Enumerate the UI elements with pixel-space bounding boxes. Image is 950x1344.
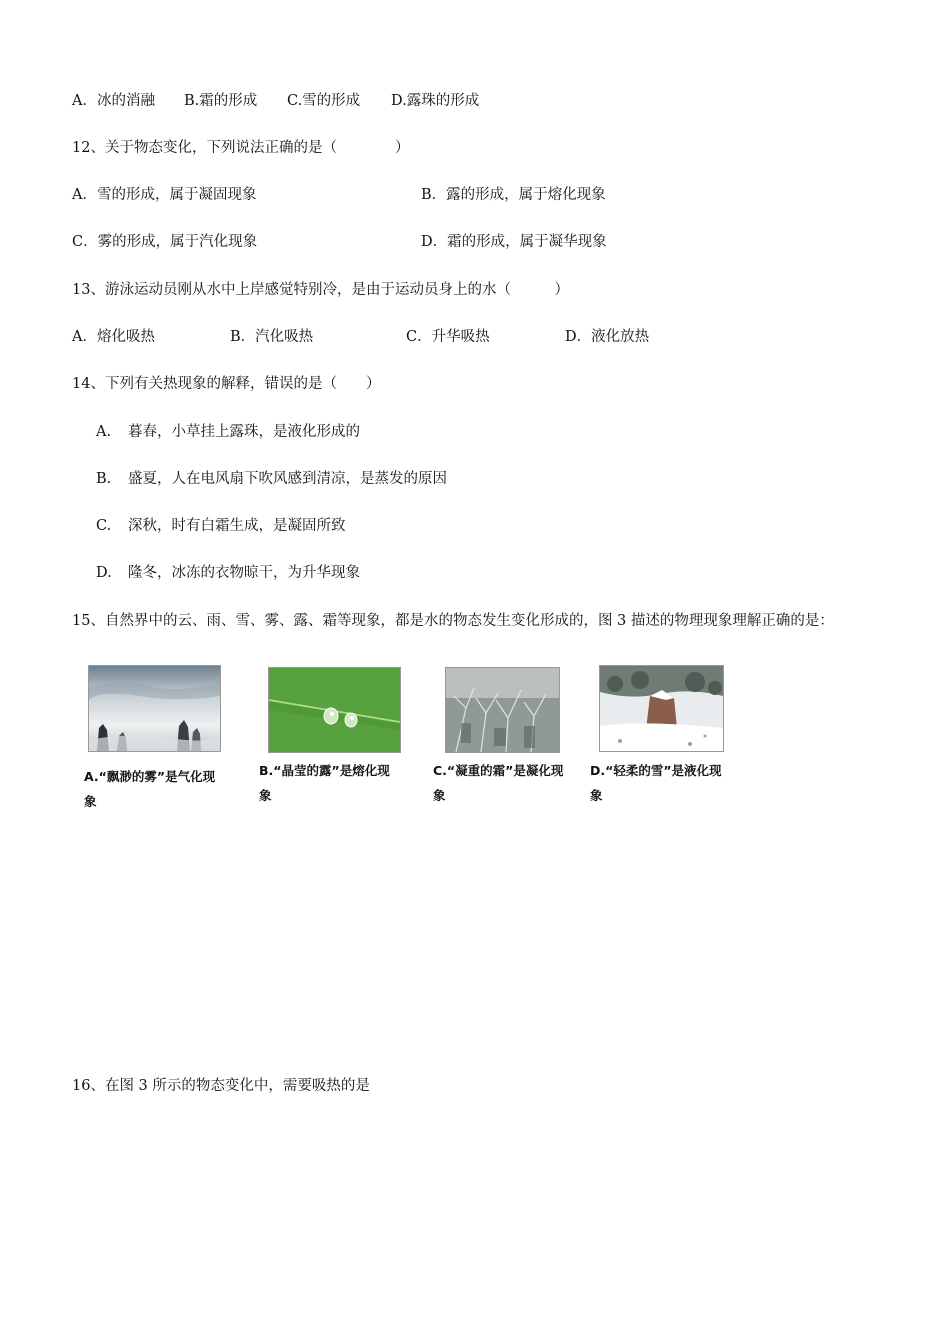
q14-option-c-letter: C.: [96, 518, 112, 534]
q14-option-b-letter: B.: [96, 471, 112, 487]
q14-option-d-letter: D.: [96, 565, 112, 581]
q11-option-c: C.雪的形成: [287, 93, 361, 109]
q12-option-d: D．霜的形成，属于凝华现象: [421, 234, 607, 250]
q14-option-c: [96, 516, 346, 536]
q13-option-a: A．熔化吸热: [72, 329, 155, 345]
q11-options: [72, 91, 479, 111]
q14-option-b: [96, 469, 447, 489]
dew-photo: [268, 667, 401, 753]
q15-caption-d: D.“轻柔的雪”是液化现象: [590, 763, 722, 803]
q13-stem: 13、游泳运动员刚从水中上岸感觉特别冷，是由于运动员身上的水（ ）: [72, 282, 569, 298]
frost-illustration: [446, 668, 559, 752]
q13-option-d: D．液化放热: [565, 329, 650, 345]
q12-stem: 12、关于物态变化，下列说法正确的是（ ）: [72, 140, 410, 156]
q15-caption-b: B.“晶莹的露”是熔化现象: [259, 763, 390, 803]
q13-options: [72, 327, 649, 347]
q15-stem: 15、自然界中的云、雨、雪、雾、露、霜等现象，都是水的物态发生变化形成的，图 3 描述的物理现象理解正确的是：: [72, 613, 834, 629]
q14-option-c-text: 深秋，时有白霜生成，是凝固所致: [128, 518, 346, 534]
q14-option-d-text: 隆冬，冰冻的衣物晾干，为升华现象: [128, 565, 360, 581]
q12-option-c: C．雾的形成，属于汽化现象: [72, 234, 258, 250]
snow-illustration: [600, 666, 723, 751]
fog-illustration: [89, 666, 220, 751]
q12-option-b: B．露的形成，属于熔化现象: [421, 187, 606, 203]
q11-option-d: D.露珠的形成: [391, 93, 480, 109]
frost-photo: [445, 667, 560, 753]
q15-caption-a: A.“飘渺的雾”是气化现象: [84, 769, 216, 809]
q13-option-c: C．升华吸热: [406, 329, 490, 345]
q14-option-b-text: 盛夏，人在电风扇下吹风感到清凉，是蒸发的原因: [128, 471, 447, 487]
q14-stem: 14、下列有关热现象的解释，错误的是（ ）: [72, 376, 381, 392]
q14-option-a: [96, 422, 360, 442]
snow-photo: [599, 665, 724, 752]
q11-option-a: A．冰的消融: [72, 93, 155, 109]
q13-option-b: B．汽化吸热: [230, 329, 314, 345]
q14-option-a-text: 暮春，小草挂上露珠，是液化形成的: [128, 424, 360, 440]
q14-option-a-letter: A.: [96, 424, 112, 440]
q14-option-d: [96, 563, 360, 583]
dew-illustration: [269, 668, 400, 752]
q11-option-b: B.霜的形成: [184, 93, 258, 109]
q15-caption-c: C.“凝重的霜”是凝化现象: [433, 763, 564, 803]
q12-option-a: A．雪的形成，属于凝固现象: [72, 187, 257, 203]
q16-stem: 16、在图 3 所示的物态变化中，需要吸热的是: [72, 1078, 370, 1094]
fog-photo: [88, 665, 221, 752]
